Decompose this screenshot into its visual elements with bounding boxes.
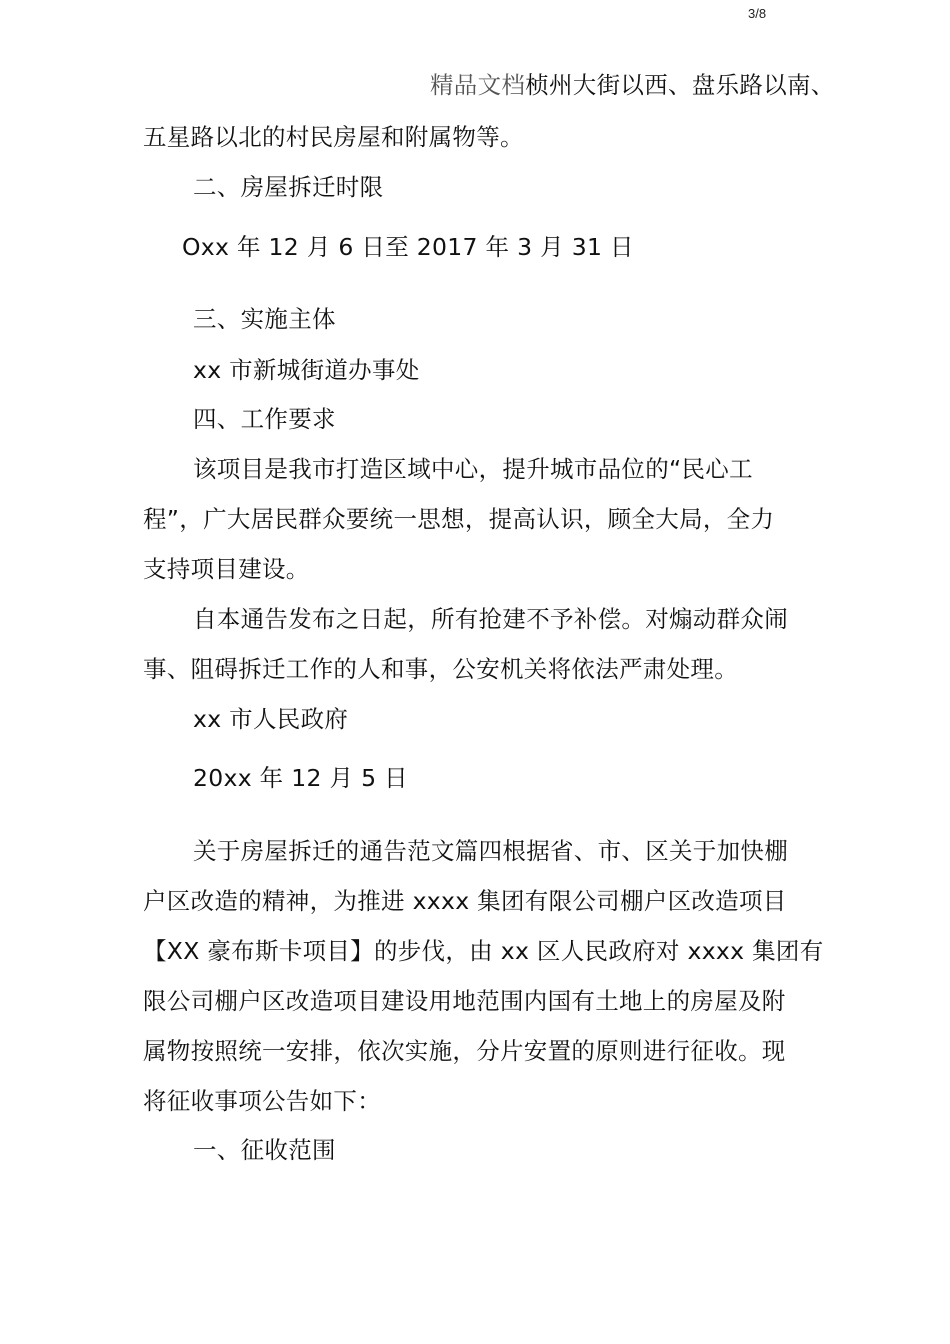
body-line: 户区改造的精神，为推进 xxxx 集团有限公司棚户区改造项目 (143, 887, 787, 915)
section-heading: 三、实施主体 (193, 305, 336, 333)
body-line: 程”，广大居民群众要统一思想，提高认识，顾全大局，全力 (143, 505, 775, 533)
date-range: Oxx 年 12 月 6 日至 2017 年 3 月 31 日 (182, 233, 634, 261)
header-line (430, 70, 835, 100)
body-line: 该项目是我市打造区域中心，提升城市品位的“民心工 (193, 455, 753, 483)
body-line: xx 市新城街道办事处 (193, 356, 420, 384)
watermark-text: 精品文档 (430, 71, 526, 99)
body-line: 属物按照统一安排，依次实施，分片安置的原则进行征收。现 (143, 1037, 786, 1065)
body-line: 五星路以北的村民房屋和附属物等。 (143, 123, 524, 151)
body-line: 关于房屋拆迁的通告范文篇四根据省、市、区关于加快棚 (193, 837, 788, 865)
body-line: 事、阻碍拆迁工作的人和事，公安机关将依法严肃处理。 (143, 655, 738, 683)
signature-org: xx 市人民政府 (193, 705, 349, 733)
section-heading: 一、征收范围 (193, 1136, 336, 1164)
section-heading: 四、工作要求 (193, 405, 336, 433)
body-line: 支持项目建设。 (143, 555, 310, 583)
section-heading: 二、房屋拆迁时限 (193, 173, 384, 201)
continuation-text: 桢州大街以西、盘乐路以南、 (525, 71, 835, 99)
body-line: 【XX 豪布斯卡项目】的步伐，由 xx 区人民政府对 xxxx 集团有 (143, 937, 824, 965)
body-line: 限公司棚户区改造项目建设用地范围内国有土地上的房屋及附 (143, 987, 786, 1015)
signature-date: 20xx 年 12 月 5 日 (193, 764, 408, 792)
page-number: 3/8 (748, 6, 767, 21)
body-line: 自本通告发布之日起，所有抢建不予补偿。对煽动群众闹 (193, 605, 788, 633)
body-line: 将征收事项公告如下： (143, 1087, 381, 1115)
